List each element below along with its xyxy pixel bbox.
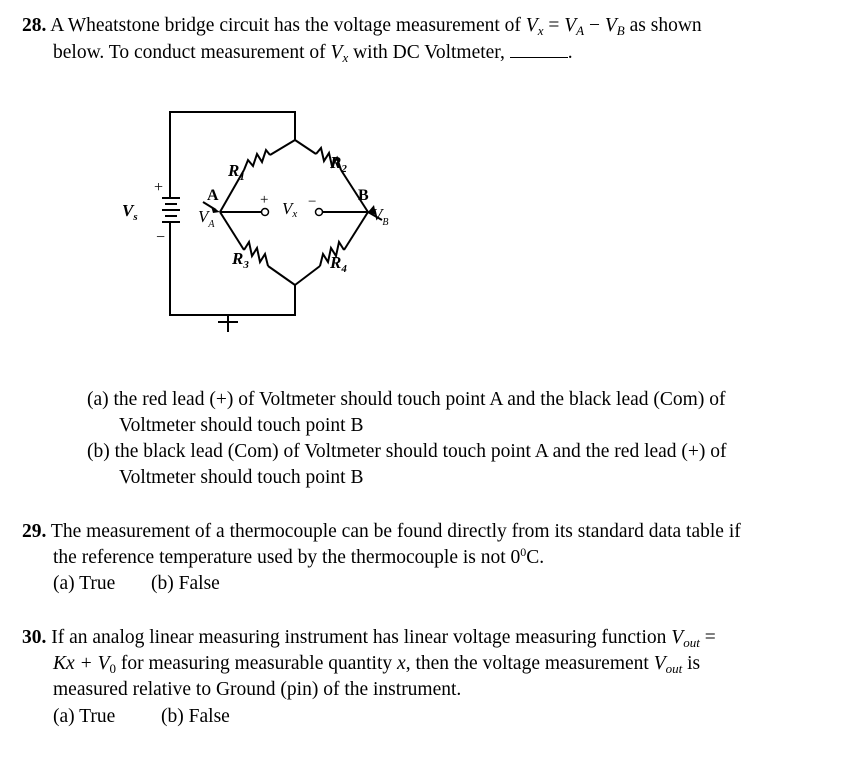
label-r1: $R_1$ (228, 161, 245, 183)
q30-options (53, 705, 230, 729)
q28-stem-end-1: as shown (629, 15, 702, 36)
label-vb: $V_B$ (372, 205, 389, 228)
q29-option-a: (a) True (53, 573, 116, 594)
q30-kx: Kx + V (53, 653, 110, 674)
q28-va-sub: A (576, 23, 585, 38)
label-vx-plus: + (260, 192, 269, 208)
q30-vout-sub: out (683, 635, 700, 650)
q28-vx-2: V (330, 42, 343, 63)
q28-vb-sub: B (616, 23, 625, 38)
q28-minus: − (589, 15, 600, 36)
terminal-minus (316, 209, 323, 216)
q30-line-1 (22, 626, 716, 651)
label-battery-plus: + (154, 179, 164, 196)
q28-vx-2-sub: x (342, 50, 349, 65)
q30-vout-2-sub: out (665, 661, 683, 676)
label-vx-minus: − (308, 194, 317, 210)
answer-blank (510, 43, 568, 58)
q28-number: 28. (22, 15, 47, 36)
q30-number: 30. (22, 627, 47, 648)
q28-line-2 (53, 41, 573, 66)
q29-degree-sup: 0 (520, 545, 527, 559)
q30-line-3: measured relative to Ground (pin) of the instrument. (53, 679, 462, 700)
q29-options (53, 572, 220, 596)
q29-number: 29. (22, 521, 47, 542)
terminal-plus (262, 209, 269, 216)
resistor-r1-zigzag (244, 150, 270, 170)
bridge-r2-branch (295, 140, 316, 154)
label-battery-minus: − (156, 229, 166, 246)
label-r2: $R_2$ (330, 153, 347, 175)
q29-stem-2-end: C. (526, 547, 545, 568)
label-va: $V_A$ (198, 207, 215, 230)
q28-stem-text-2: below. To conduct measurement of (53, 42, 326, 63)
q30-vout: V (671, 627, 684, 648)
q28-period: . (567, 42, 573, 63)
q28-va: V (564, 15, 577, 36)
q29-stem-1: The measurement of a thermocouple can be found directly from its standard data table if (50, 521, 741, 542)
wheatstone-bridge-diagram (110, 100, 410, 350)
q28-line-1 (22, 14, 702, 39)
q30-line-2 (53, 652, 700, 677)
q30-vout-2: V (653, 653, 666, 674)
q30-stem-1: If an analog linear measuring instrument has linear voltage measuring function (51, 627, 667, 648)
q28-stem-end-2: with DC Voltmeter, (353, 42, 505, 63)
q30-stem-2b: , then the voltage measurement (405, 653, 649, 674)
label-node-a: A (207, 187, 219, 204)
label-vx: Vx (282, 199, 298, 220)
q30-option-b: (b) False (161, 706, 230, 727)
q28-option-b-line-1: (b) the black lead (Com) of Voltmeter should touch point A and the red lead (+) of (87, 441, 727, 462)
q30-x: x (397, 653, 406, 674)
q28-option-a-line-2: Voltmeter should touch point B (119, 415, 364, 436)
q28-vx-sub: x (537, 23, 544, 38)
q29-option-b: (b) False (151, 573, 220, 594)
q29-line-1 (22, 520, 741, 544)
q30-stem-2: for measuring measurable quantity (120, 653, 393, 674)
label-r4: $R_4$ (330, 253, 347, 275)
label-vs: $V_s$ (122, 201, 138, 223)
q28-equals: = (548, 15, 560, 36)
q28-vx: V (525, 15, 538, 36)
q30-stem-2-end: is (687, 653, 701, 674)
label-node-b: B (358, 187, 369, 204)
q28-option-a-line-1: (a) the red lead (+) of Voltmeter should touch point A and the black lead (Com) of (87, 389, 726, 410)
q28-vb: V (604, 15, 617, 36)
q30-equals: = (704, 627, 716, 648)
q28-stem-text-1: A Wheatstone bridge circuit has the voltage measurement of (50, 15, 521, 36)
q29-stem-2: the reference temperature used by the thermocouple is not 0 (53, 547, 521, 568)
bridge-r3-branch (220, 212, 244, 250)
bridge-r4-branch (344, 212, 368, 250)
q30-v0-sub: 0 (109, 661, 116, 676)
bridge-r1-branch (270, 140, 295, 155)
label-r3: $R_3$ (232, 249, 249, 271)
q28-option-b-line-2: Voltmeter should touch point B (119, 467, 364, 488)
q30-option-a: (a) True (53, 706, 116, 727)
q29-line-2 (53, 546, 544, 571)
